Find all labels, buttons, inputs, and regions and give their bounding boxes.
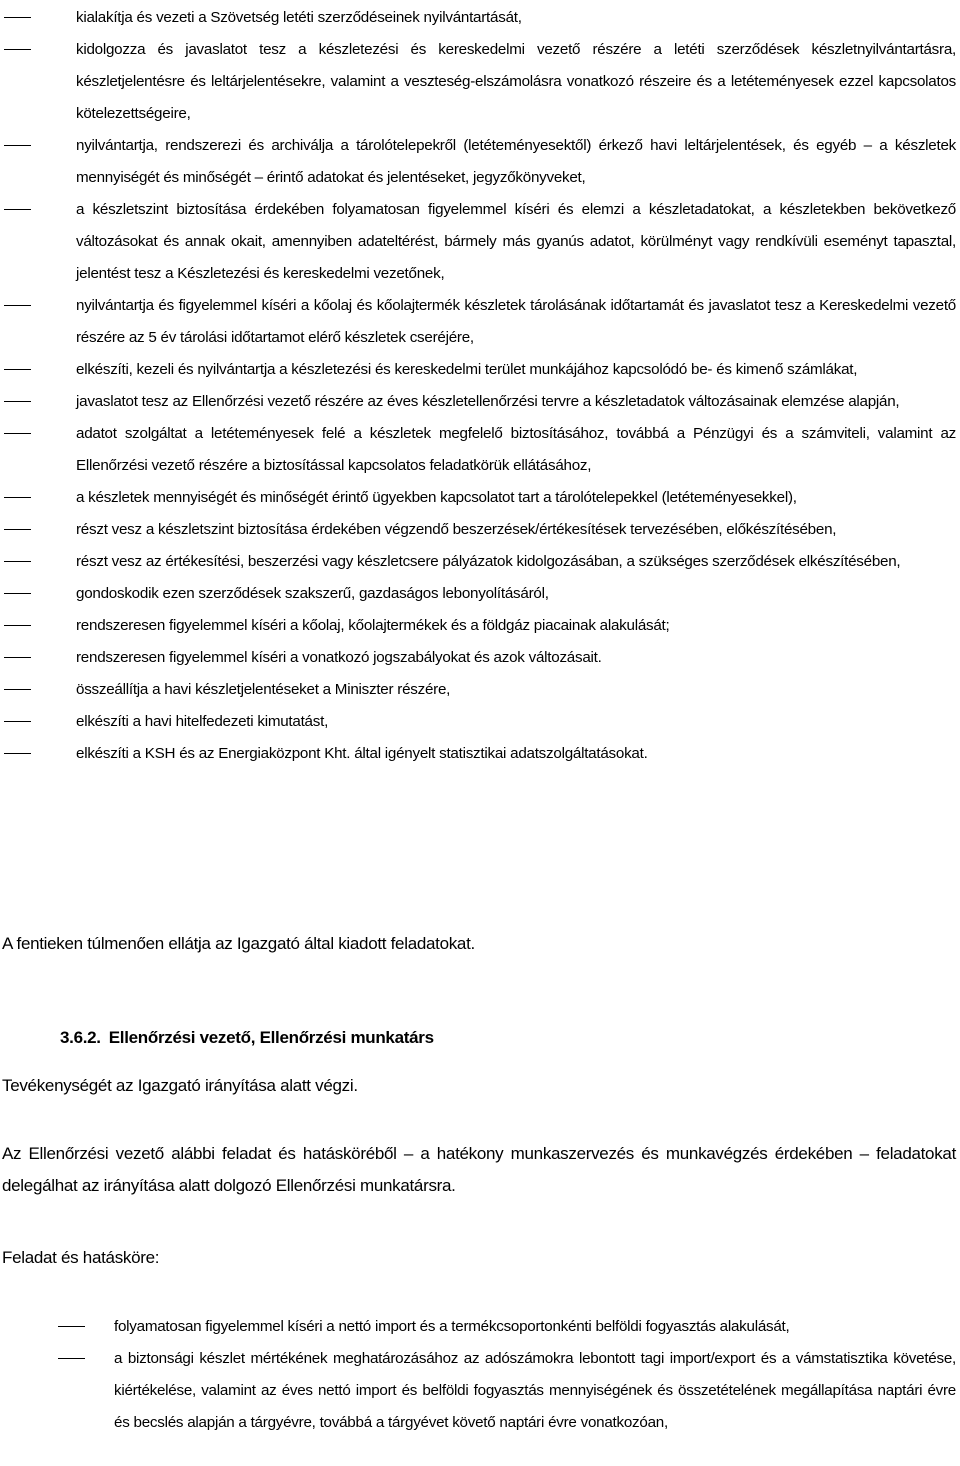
- list-item: [0, 386, 960, 418]
- list-item-text: folyamatosan figyelemmel kíséri a nettó import és a termékcsoportonkénti belföldi fogyasztás alakulását,: [114, 1318, 790, 1335]
- list-item: [0, 290, 960, 354]
- dash-bullet: [4, 753, 31, 754]
- list-item-text: a készletszint biztosítása érdekében folyamatosan figyelemmel kíséri és elemzi a készletadatokat, a készletekben bekövetkező változásokat és annak okait, amennyiben adateltérést, bármely más gyanús adatot, körülményt vagy rendkívüli eseményt tapasztal, jelentést tesz a Készletezési és kereskedelmi vezetőnek,: [76, 201, 956, 282]
- list-item: [0, 1311, 960, 1343]
- list-item-text: gondoskodik ezen szerződések szakszerű, gazdaságos lebonyolításáról,: [76, 585, 549, 602]
- list-item: [0, 194, 960, 290]
- list-item: [0, 706, 960, 738]
- list-item-text: rendszeresen figyelemmel kíséri a kőolaj, kőolajtermékek és a földgáz piacainak alakulását;: [76, 617, 670, 634]
- list-item-text: kidolgozza és javaslatot tesz a készletezési és kereskedelmi vezető részére a letéti szerződések készletnyilvántartásra, készletjelentésre és leltárjelentésekre, valamint a veszteség-elszámolásra vonatkozó részeire és a letéteményesek ezzel kapcsolatos kötelezettségeire,: [76, 41, 956, 122]
- list-item-text: a biztonsági készlet mértékének meghatározásához az adószámokra lebontott tagi import/export és a vámstatisztika követése, kiértékelése, valamint az éves nettó import és belföldi fogyasztás mennyiségének és összetételének megállapítása naptári évre és becslés alapján a tárgyévre, továbbá a tárgyévet követő naptári évre vonatkozóan,: [114, 1350, 956, 1431]
- dash-bullet: [4, 305, 31, 306]
- section-title: Ellenőrzési vezető, Ellenőrzési munkatárs: [108, 1028, 434, 1047]
- list-item: [0, 130, 960, 194]
- dash-bullet: [4, 721, 31, 722]
- dash-bullet: [4, 433, 31, 434]
- section-heading: [60, 1022, 434, 1054]
- dash-bullet: [4, 625, 31, 626]
- list-item-text: részt vesz az értékesítési, beszerzési vagy készletcsere pályázatok kidolgozásában, a szükséges szerződések elkészítésében,: [76, 553, 901, 570]
- dash-bullet: [4, 401, 31, 402]
- list-item-text: elkészíti a havi hitelfedezeti kimutatást,: [76, 713, 329, 730]
- dash-bullet: [4, 145, 31, 146]
- dash-bullet: [4, 17, 31, 18]
- list-item-text: javaslatot tesz az Ellenőrzési vezető részére az éves készletellenőrzési tervre a készletadatok változásainak elemzése alapján,: [76, 393, 900, 410]
- list-item-text: elkészíti a KSH és az Energiaközpont Kht. által igényelt statisztikai adatszolgáltatásokat.: [76, 745, 648, 762]
- closing-paragraph: A fentieken túlmenően ellátja az Igazgató által kiadott feladatokat.: [2, 934, 475, 953]
- control-duty-list: [0, 1311, 960, 1439]
- dash-bullet: [58, 1358, 85, 1359]
- list-item-text: adatot szolgáltat a letéteményesek felé a készletek megfelelő biztosításához, továbbá a Pénzügyi és a számviteli, valamint az Ellenőrzési vezető részére a biztosítással kapcsolatos feladatkörük ellátásához,: [76, 425, 956, 474]
- dash-bullet: [4, 689, 31, 690]
- duties-label: Feladat és hatásköre:: [2, 1248, 160, 1267]
- list-item: [0, 738, 960, 770]
- dash-bullet: [4, 49, 31, 50]
- dash-bullet: [4, 209, 31, 210]
- list-item: [0, 642, 960, 674]
- list-item-text: kialakítja és vezeti a Szövetség letéti szerződéseinek nyilvántartását,: [76, 9, 522, 26]
- dash-bullet: [4, 561, 31, 562]
- dash-bullet: [58, 1326, 85, 1327]
- list-item: [0, 578, 960, 610]
- list-item: [0, 674, 960, 706]
- list-item-text: a készletek mennyiségét és minőségét érintő ügyekben kapcsolatot tart a tárolótelepekkel (letéteményesekkel),: [76, 489, 797, 506]
- list-item: [0, 418, 960, 482]
- delegation-paragraph: Az Ellenőrzési vezető alábbi feladat és hatásköréből – a hatékony munkaszervezés és munkavégzés érdekében – feladatokat delegálhat az irányítása alatt dolgozó Ellenőrzési munkatársra.: [2, 1144, 956, 1195]
- list-item-text: nyilvántartja, rendszerezi és archiválja a tárolótelepekről (letéteményesektől) érkező havi leltárjelentések, és egyéb – a készletek mennyiségét és minőségét – érintő adatokat és jelentéseket, jegyzőkönyveket,: [76, 137, 956, 186]
- dash-bullet: [4, 593, 31, 594]
- list-item: [0, 610, 960, 642]
- dash-bullet: [4, 497, 31, 498]
- list-item: [0, 1343, 960, 1439]
- supervision-paragraph: Tevékenységét az Igazgató irányítása alatt végzi.: [2, 1076, 358, 1095]
- dash-bullet: [4, 529, 31, 530]
- duty-list: [0, 2, 960, 770]
- list-item-text: nyilvántartja és figyelemmel kíséri a kőolaj és kőolajtermék készletek tárolásának időtartamát és javaslatot tesz a Kereskedelmi vezető részére az 5 év tárolási időtartamot elérő készletek cseréjére,: [76, 297, 956, 346]
- list-item-text: elkészíti, kezeli és nyilvántartja a készletezési és kereskedelmi terület munkájához kapcsolódó be- és kimenő számlákat,: [76, 361, 858, 378]
- list-item-text: rendszeresen figyelemmel kíséri a vonatkozó jogszabályokat és azok változásait.: [76, 649, 602, 666]
- list-item: [0, 546, 960, 578]
- list-item: [0, 514, 960, 546]
- section-number: 3.6.2.: [60, 1028, 101, 1047]
- list-item: [0, 354, 960, 386]
- list-item: [0, 482, 960, 514]
- list-item-text: részt vesz a készletszint biztosítása érdekében végzendő beszerzések/értékesítések tervezésében, előkészítésében,: [76, 521, 837, 538]
- dash-bullet: [4, 657, 31, 658]
- list-item: [0, 2, 960, 34]
- dash-bullet: [4, 369, 31, 370]
- list-item-text: összeállítja a havi készletjelentéseket a Miniszter részére,: [76, 681, 451, 698]
- list-item: [0, 34, 960, 130]
